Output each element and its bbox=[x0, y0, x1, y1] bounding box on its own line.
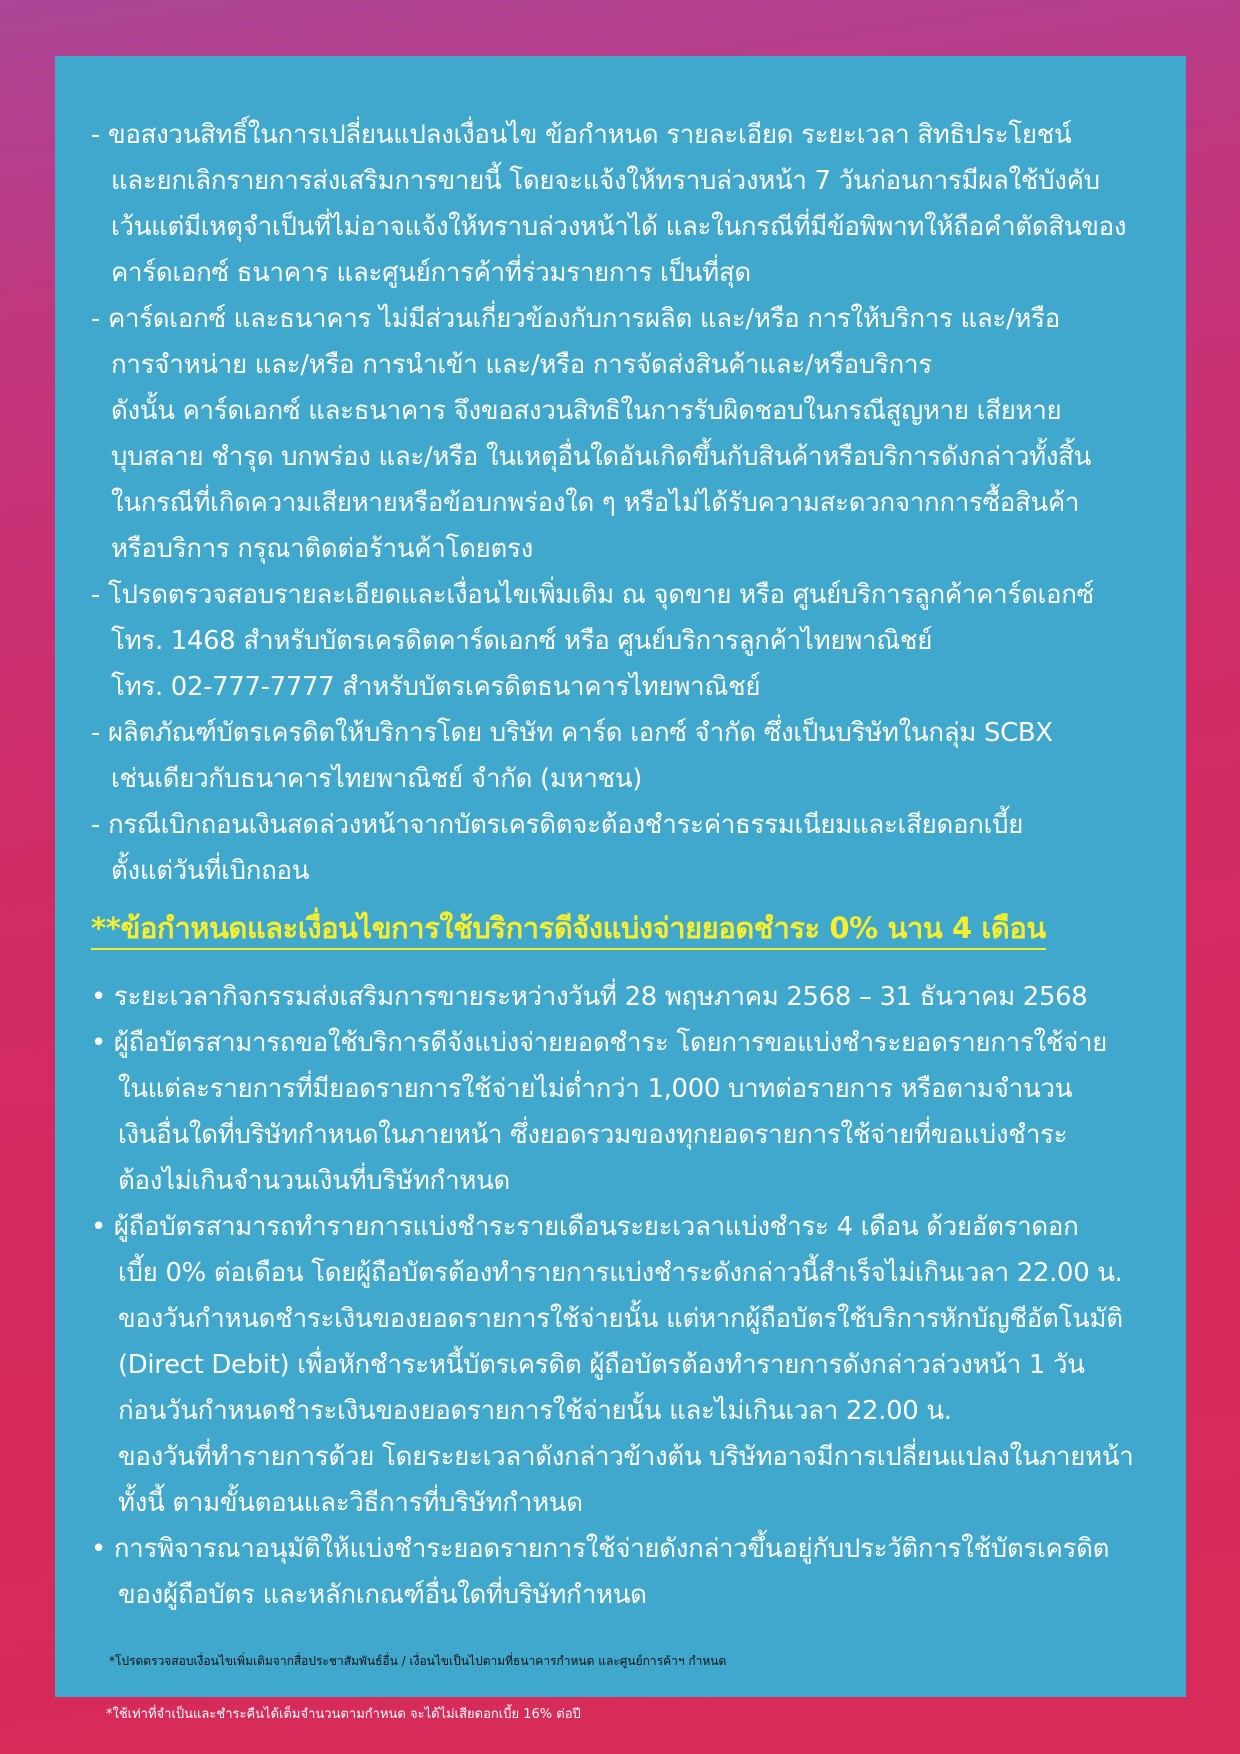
terms-line: หรือบริการ กรุณาติดต่อร้านค้าโดยตรง bbox=[111, 534, 533, 564]
terms-line: บุบสลาย ชำรุด บกพร่อง และ/หรือ ในเหตุอื่นใดอันเกิดขึ้นกับสินค้าหรือบริการดังกล่าวทั้งสิ้น bbox=[111, 442, 1092, 472]
installment-heading: **ข้อกำหนดและเงื่อนไขการใช้บริการดีจังแบ่งจ่ายยอดชำระ 0% นาน 4 เดือน bbox=[91, 908, 1046, 950]
installment-line: ของผู้ถือบัตร และหลักเกณฑ์อื่นใดที่บริษัทกำหนด bbox=[118, 1580, 647, 1610]
installment-line: • การพิจารณาอนุมัติให้แบ่งชำระยอดรายการใช้จ่ายดังกล่าวขึ้นอยู่กับประวัติการใช้บัตรเครดิต bbox=[91, 1534, 1110, 1564]
interest-footnote: *ใช้เท่าที่จำเป็นและชำระคืนได้เต็มจำนวนตามกำหนด จะได้ไม่เสียดอกเบี้ย 16% ต่อปี bbox=[106, 1707, 581, 1722]
installment-line: • ผู้ถือบัตรสามารถขอใช้บริการดีจังแบ่งจ่ายยอดชำระ โดยการขอแบ่งชำระยอดรายการใช้จ่าย bbox=[91, 1028, 1108, 1058]
terms-line: ในกรณีที่เกิดความเสียหายหรือข้อบกพร่องใด ๆ หรือไม่ได้รับความสะดวกจากการซื้อสินค้า bbox=[111, 488, 1080, 518]
installment-line: ต้องไม่เกินจำนวนเงินที่บริษัทกำหนด bbox=[118, 1166, 511, 1196]
installment-line: ในแต่ละรายการที่มียอดรายการใช้จ่ายไม่ต่ำกว่า 1,000 บาทต่อรายการ หรือตามจำนวน bbox=[118, 1074, 1073, 1104]
terms-line: และยกเลิกรายการส่งเสริมการขายนี้ โดยจะแจ้งให้ทราบล่วงหน้า 7 วันก่อนการมีผลใช้บังคับ bbox=[111, 166, 1100, 196]
general-terms-list bbox=[91, 112, 1181, 894]
installment-terms-list bbox=[91, 974, 1181, 1618]
terms-line: โทร. 02-777-7777 สำหรับบัตรเครดิตธนาคารไทยพาณิชย์ bbox=[111, 672, 761, 702]
terms-line: - กรณีเบิกถอนเงินสดล่วงหน้าจากบัตรเครดิตจะต้องชำระค่าธรรมเนียมและเสียดอกเบี้ย bbox=[91, 810, 1024, 840]
installment-line: เบี้ย 0% ต่อเดือน โดยผู้ถือบัตรต้องทำรายการแบ่งชำระดังกล่าวนี้สำเร็จไม่เกินเวลา 22.00 น. bbox=[118, 1258, 1123, 1288]
installment-line: ของวันที่ทำรายการด้วย โดยระยะเวลาดังกล่าวข้างต้น บริษัทอาจมีการเปลี่ยนแปลงในภายหน้า bbox=[118, 1442, 1134, 1472]
installment-line: (Direct Debit) เพื่อหักชำระหนี้บัตรเครดิต ผู้ถือบัตรต้องทำรายการดังกล่าวล่วงหน้า 1 วัน bbox=[118, 1350, 1085, 1380]
terms-line: เช่นเดียวกับธนาคารไทยพาณิชย์ จำกัด (มหาชน) bbox=[111, 764, 643, 794]
terms-line: ดังนั้น คาร์ดเอกซ์ และธนาคาร จึงขอสงวนสิทธิในการรับผิดชอบในกรณีสูญหาย เสียหาย bbox=[111, 396, 1062, 426]
terms-line: ตั้งแต่วันที่เบิกถอน bbox=[111, 856, 310, 886]
terms-line: โทร. 1468 สำหรับบัตรเครดิตคาร์ดเอกซ์ หรือ ศูนย์บริการลูกค้าไทยพาณิชย์ bbox=[111, 626, 933, 656]
installment-line: ก่อนวันกำหนดชำระเงินของยอดรายการใช้จ่ายนั้น และไม่เกินเวลา 22.00 น. bbox=[118, 1396, 952, 1426]
terms-line: - ผลิตภัณฑ์บัตรเครดิตให้บริการโดย บริษัท คาร์ด เอกซ์ จำกัด ซึ่งเป็นบริษัทในกลุ่ม SCBX bbox=[91, 718, 1053, 748]
terms-line: - ขอสงวนสิทธิ์ในการเปลี่ยนแปลงเงื่อนไข ข้อกำหนด รายละเอียด ระยะเวลา สิทธิประโยชน์ bbox=[91, 120, 1072, 150]
panel-footnote: *โปรดตรวจสอบเงื่อนไขเพิ่มเติมจากสื่อประชาสัมพันธ์อื่น / เงื่อนไขเป็นไปตามที่ธนาคารกำหนด และศูนย์การค้าฯ กำหนด bbox=[109, 1654, 727, 1668]
installment-line: ของวันกำหนดชำระเงินของยอดรายการใช้จ่ายนั้น แต่หากผู้ถือบัตรใช้บริการหักบัญชีอัตโนมัติ bbox=[118, 1304, 1123, 1334]
installment-line: • ระยะเวลากิจกรรมส่งเสริมการขายระหว่างวันที่ 28 พฤษภาคม 2568 – 31 ธันวาคม 2568 bbox=[91, 982, 1088, 1012]
terms-line: การจำหน่าย และ/หรือ การนำเข้า และ/หรือ การจัดส่งสินค้าและ/หรือบริการ bbox=[111, 350, 932, 380]
terms-line: - คาร์ดเอกซ์ และธนาคาร ไม่มีส่วนเกี่ยวข้องกับการผลิต และ/หรือ การให้บริการ และ/หรือ bbox=[91, 304, 1061, 334]
terms-line: เว้นแต่มีเหตุจำเป็นที่ไม่อาจแจ้งให้ทราบล่วงหน้าได้ และในกรณีที่มีข้อพิพาทให้ถือคำตัดสินของ bbox=[111, 212, 1127, 242]
installment-line: • ผู้ถือบัตรสามารถทำรายการแบ่งชำระรายเดือนระยะเวลาแบ่งชำระ 4 เดือน ด้วยอัตราดอก bbox=[91, 1212, 1079, 1242]
installment-line: เงินอื่นใดที่บริษัทกำหนดในภายหน้า ซึ่งยอดรวมของทุกยอดรายการใช้จ่ายที่ขอแบ่งชำระ bbox=[118, 1120, 1068, 1150]
installment-line: ทั้งนี้ ตามขั้นตอนและวิธีการที่บริษัทกำหนด bbox=[118, 1488, 583, 1518]
terms-line: - โปรดตรวจสอบรายละเอียดและเงื่อนไขเพิ่มเติม ณ จุดขาย หรือ ศูนย์บริการลูกค้าคาร์ดเอกซ์ bbox=[91, 580, 1094, 610]
terms-line: คาร์ดเอกซ์ ธนาคาร และศูนย์การค้าที่ร่วมรายการ เป็นที่สุด bbox=[111, 258, 751, 288]
